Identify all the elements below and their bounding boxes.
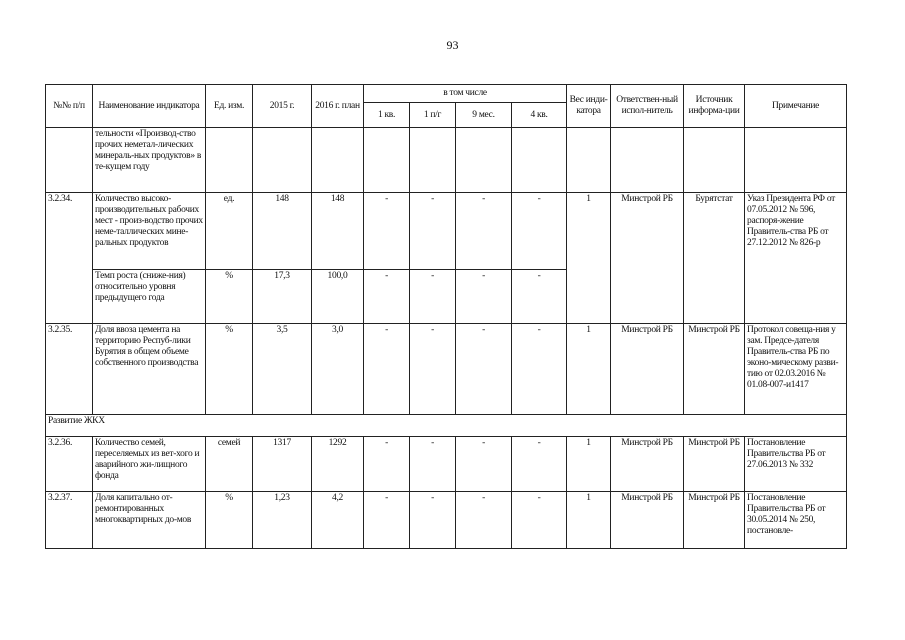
- cell-responsible: Минстрой РБ: [611, 492, 684, 549]
- header-source: Источник информа-ции: [684, 85, 745, 128]
- cell-note: [745, 128, 847, 193]
- header-q4: 4 кв.: [512, 103, 567, 128]
- cell-2015: 148: [253, 193, 312, 270]
- cell-name: Доля ввоза цемента на территорию Респуб-лики Бурятия в общем объеме собственного производства: [93, 324, 206, 415]
- cell-q4: -: [512, 437, 567, 492]
- cell-q1: -: [364, 437, 410, 492]
- cell-name: Количество семей, переселяемых из вет-хого и аварийного жи-лищного фонда: [93, 437, 206, 492]
- cell-q1: -: [364, 270, 410, 324]
- cell-2016: 148: [312, 193, 364, 270]
- header-h1: 1 п/г: [410, 103, 456, 128]
- cell-weight: 1: [567, 193, 611, 324]
- cell-2016: [312, 128, 364, 193]
- header-q1: 1 кв.: [364, 103, 410, 128]
- cell-note: Постановление Правительства РБ от 30.05.2014 № 250, постановле-: [745, 492, 847, 549]
- cell-h1: [410, 128, 456, 193]
- cell-unit: семей: [206, 437, 253, 492]
- cell-h1: -: [410, 492, 456, 549]
- cell-q4: -: [512, 270, 567, 324]
- cell-source: Минстрой РБ: [684, 492, 745, 549]
- section-title: Развитие ЖКХ: [46, 415, 847, 437]
- cell-2015: 17,3: [253, 270, 312, 324]
- cell-weight: 1: [567, 437, 611, 492]
- cell-source: Минстрой РБ: [684, 324, 745, 415]
- table-row: [46, 492, 847, 549]
- header-2016-plan: 2016 г. план: [312, 85, 364, 128]
- cell-source: Бурятстат: [684, 193, 745, 324]
- cell-9m: -: [456, 270, 512, 324]
- cell-9m: -: [456, 324, 512, 415]
- cell-unit: %: [206, 492, 253, 549]
- cell-source: [684, 128, 745, 193]
- header-responsible: Ответствен-ный испол-нитель: [611, 85, 684, 128]
- header-including: в том числе: [364, 85, 567, 103]
- cell-q1: -: [364, 193, 410, 270]
- cell-source: Минстрой РБ: [684, 437, 745, 492]
- header-weight: Вес инди-катора: [567, 85, 611, 128]
- cell-q4: -: [512, 193, 567, 270]
- cell-unit: [206, 128, 253, 193]
- table-row: [46, 324, 847, 415]
- cell-2016: 100,0: [312, 270, 364, 324]
- cell-unit: %: [206, 270, 253, 324]
- cell-9m: -: [456, 492, 512, 549]
- header-9m: 9 мес.: [456, 103, 512, 128]
- cell-9m: -: [456, 193, 512, 270]
- table-row: [46, 193, 847, 270]
- cell-q1: -: [364, 492, 410, 549]
- header-unit: Ед. изм.: [206, 85, 253, 128]
- cell-responsible: Минстрой РБ: [611, 324, 684, 415]
- cell-num: 3.2.35.: [46, 324, 93, 415]
- indicator-table: [45, 84, 847, 549]
- cell-2016: 4,2: [312, 492, 364, 549]
- header-num: №№ п/п: [46, 85, 93, 128]
- cell-2015: 3,5: [253, 324, 312, 415]
- cell-weight: 1: [567, 324, 611, 415]
- cell-weight: [567, 128, 611, 193]
- header-2015: 2015 г.: [253, 85, 312, 128]
- cell-note: Указ Президента РФ от 07.05.2012 № 596, распоря-жение Правитель-ства РБ от 27.12.2012 № 826-р: [745, 193, 847, 324]
- cell-responsible: Минстрой РБ: [611, 193, 684, 324]
- cell-name: Количество высоко-производительных рабочих мест - произ-водство прочих неме-таллических мине-ральных продуктов: [93, 193, 206, 270]
- cell-note: Протокол совеща-ния у зам. Предсе-дателя Правитель-ства РБ по эконо-мическому разви-тию от 02.03.2016 № 01.08-007-и1417: [745, 324, 847, 415]
- cell-note: Постановление Правительства РБ от 27.06.2013 № 332: [745, 437, 847, 492]
- cell-2016: 3,0: [312, 324, 364, 415]
- cell-q1: -: [364, 324, 410, 415]
- cell-h1: -: [410, 437, 456, 492]
- cell-9m: -: [456, 437, 512, 492]
- cell-name: Доля капитально от-ремонтированных многоквартирных до-мов: [93, 492, 206, 549]
- cell-num: 3.2.34.: [46, 193, 93, 324]
- cell-unit: ед.: [206, 193, 253, 270]
- cell-num: [46, 128, 93, 193]
- cell-2015: 1317: [253, 437, 312, 492]
- cell-name: тельности «Производ-ство прочих неметал-лических минераль-ных продуктов» в те-кущем году: [93, 128, 206, 193]
- cell-num: 3.2.37.: [46, 492, 93, 549]
- cell-num: 3.2.36.: [46, 437, 93, 492]
- cell-q1: [364, 128, 410, 193]
- cell-q4: -: [512, 492, 567, 549]
- section-row: [46, 415, 847, 437]
- table-row: [46, 128, 847, 193]
- cell-9m: [456, 128, 512, 193]
- header-note: Примечание: [745, 85, 847, 128]
- cell-q4: [512, 128, 567, 193]
- cell-responsible: Минстрой РБ: [611, 437, 684, 492]
- cell-h1: -: [410, 324, 456, 415]
- cell-2015: 1,23: [253, 492, 312, 549]
- cell-h1: -: [410, 193, 456, 270]
- cell-q4: -: [512, 324, 567, 415]
- cell-2016: 1292: [312, 437, 364, 492]
- cell-unit: %: [206, 324, 253, 415]
- cell-responsible: [611, 128, 684, 193]
- header-name: Наименование индикатора: [93, 85, 206, 128]
- cell-name: Темп роста (сниже-ния) относительно уровня предыдущего года: [93, 270, 206, 324]
- cell-weight: 1: [567, 492, 611, 549]
- page-number: 93: [446, 38, 459, 52]
- table-row: [46, 437, 847, 492]
- cell-h1: -: [410, 270, 456, 324]
- cell-2015: [253, 128, 312, 193]
